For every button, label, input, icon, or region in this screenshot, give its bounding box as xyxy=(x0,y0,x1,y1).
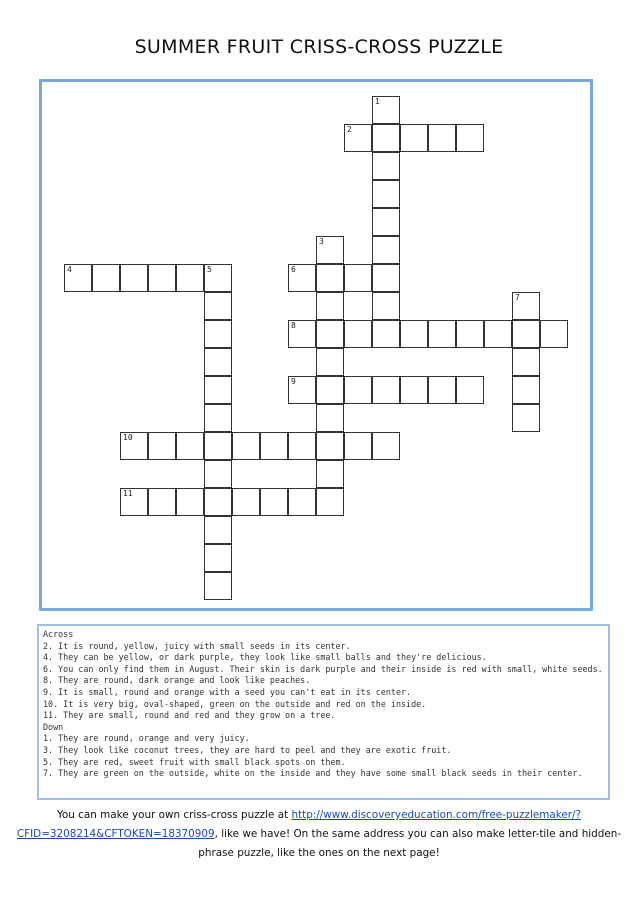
clue-number: 2 xyxy=(347,125,352,134)
clue-number: 9 xyxy=(291,377,296,386)
grid-cell[interactable] xyxy=(344,320,372,348)
across-clue: 11. They are small, round and red and they grow on a tree. xyxy=(43,710,336,721)
grid-cell[interactable] xyxy=(372,124,400,152)
grid-cell[interactable] xyxy=(288,432,316,460)
grid-cell[interactable] xyxy=(288,488,316,516)
grid-cell[interactable] xyxy=(372,376,400,404)
grid-cell[interactable] xyxy=(176,264,204,292)
clue-number: 10 xyxy=(123,433,133,442)
grid-cell[interactable] xyxy=(456,376,484,404)
grid-cell[interactable] xyxy=(512,404,540,432)
grid-cell[interactable] xyxy=(316,236,344,264)
grid-cell[interactable] xyxy=(456,320,484,348)
down-clue: 1. They are round, orange and very juicy. xyxy=(43,733,250,744)
clue-number: 8 xyxy=(291,321,296,330)
grid-cell[interactable] xyxy=(204,488,232,516)
down-clue: 3. They look like coconut trees, they are hard to peel and they are exotic fruit. xyxy=(43,744,452,755)
grid-cell[interactable] xyxy=(400,320,428,348)
grid-cell[interactable] xyxy=(316,348,344,376)
grid-cell[interactable] xyxy=(176,488,204,516)
grid-cell[interactable] xyxy=(372,236,400,264)
grid-cell[interactable] xyxy=(456,124,484,152)
grid-cell[interactable] xyxy=(344,376,372,404)
grid-cell[interactable] xyxy=(316,460,344,488)
grid-cell[interactable] xyxy=(316,264,344,292)
across-heading: Across xyxy=(43,629,74,639)
page-title: SUMMER FRUIT CRISS-CROSS PUZZLE xyxy=(134,36,504,58)
footer-note xyxy=(10,806,628,863)
grid-cell[interactable] xyxy=(372,292,400,320)
grid-cell[interactable] xyxy=(204,404,232,432)
grid-cell[interactable] xyxy=(204,348,232,376)
grid-cell[interactable] xyxy=(372,432,400,460)
grid-cell[interactable] xyxy=(232,488,260,516)
grid-cell[interactable] xyxy=(176,432,204,460)
grid-cell[interactable] xyxy=(204,376,232,404)
clue-number: 3 xyxy=(319,237,324,246)
grid-cell[interactable] xyxy=(148,432,176,460)
grid-cell[interactable] xyxy=(316,488,344,516)
grid-cell[interactable] xyxy=(372,264,400,292)
grid-cell[interactable] xyxy=(344,432,372,460)
across-clue: 4. They can be yellow, or dark purple, they look like small balls and they're delicious. xyxy=(43,652,487,663)
grid-cell[interactable] xyxy=(260,488,288,516)
grid-cell[interactable] xyxy=(316,432,344,460)
grid-cell[interactable] xyxy=(204,460,232,488)
grid-cell[interactable] xyxy=(484,320,512,348)
grid-cell[interactable] xyxy=(148,488,176,516)
clue-number: 5 xyxy=(207,265,212,274)
grid-cell[interactable] xyxy=(288,264,316,292)
grid-cell[interactable] xyxy=(120,432,148,460)
grid-cell[interactable] xyxy=(512,292,540,320)
across-clue: 6. You can only find them in August. Their skin is dark purple and their inside is red with small, white seeds. xyxy=(43,663,603,674)
clue-number: 11 xyxy=(123,489,133,498)
grid-cell[interactable] xyxy=(204,516,232,544)
grid-cell[interactable] xyxy=(344,124,372,152)
grid-cell[interactable] xyxy=(148,264,176,292)
down-clue: 7. They are green on the outside, white on the inside and they have some small black seeds in their center. xyxy=(43,768,583,779)
grid-cell[interactable] xyxy=(288,320,316,348)
down-heading: Down xyxy=(43,721,64,732)
grid-cell[interactable] xyxy=(372,208,400,236)
across-clue: 2. It is round, yellow, juicy with small seeds in its center. xyxy=(43,640,351,651)
grid-cell[interactable] xyxy=(204,572,232,600)
grid-cell[interactable] xyxy=(540,320,568,348)
grid-cell[interactable] xyxy=(372,180,400,208)
clue-number: 4 xyxy=(67,265,72,274)
grid-cell[interactable] xyxy=(288,376,316,404)
grid-cell[interactable] xyxy=(316,376,344,404)
grid-cell[interactable] xyxy=(92,264,120,292)
grid-cell[interactable] xyxy=(64,264,92,292)
grid-cell[interactable] xyxy=(204,544,232,572)
grid-cell[interactable] xyxy=(316,292,344,320)
grid-cell[interactable] xyxy=(316,320,344,348)
down-clue: 5. They are red, sweet fruit with small black spots on them. xyxy=(43,756,346,767)
footer-text-after: , like we have! On the same address you can also make letter-tile and hidden-phrase puzzle, like the ones on the next page! xyxy=(198,828,622,859)
grid-cell[interactable] xyxy=(260,432,288,460)
grid-cell[interactable] xyxy=(204,292,232,320)
grid-cell[interactable] xyxy=(204,320,232,348)
grid-cell[interactable] xyxy=(204,432,232,460)
clue-number: 7 xyxy=(515,293,520,302)
grid-cell[interactable] xyxy=(428,320,456,348)
clues-panel xyxy=(37,624,610,800)
across-clue: 10. It is very big, oval-shaped, green on the outside and red on the inside. xyxy=(43,698,427,709)
grid-cell[interactable] xyxy=(204,264,232,292)
grid-cell[interactable] xyxy=(372,96,400,124)
grid-cell[interactable] xyxy=(316,404,344,432)
clue-number: 6 xyxy=(291,265,296,274)
grid-cell[interactable] xyxy=(372,320,400,348)
puzzlemaker-link[interactable]: http://www.discoveryeducation.com/free-puzzlemaker/?CFID=3208214&CFTOKEN=18370909 xyxy=(16,809,582,840)
grid-cell[interactable] xyxy=(372,152,400,180)
clue-number: 1 xyxy=(375,97,380,106)
grid-cell[interactable] xyxy=(400,376,428,404)
across-clue: 8. They are round, dark orange and look like peaches. xyxy=(43,675,311,686)
crossword-grid xyxy=(39,79,593,611)
footer-text-before: You can make your own criss-cross puzzle at xyxy=(56,809,292,821)
grid-cell[interactable] xyxy=(344,264,372,292)
grid-cell[interactable] xyxy=(232,432,260,460)
grid-cell[interactable] xyxy=(120,264,148,292)
grid-cell[interactable] xyxy=(428,124,456,152)
grid-cell[interactable] xyxy=(120,488,148,516)
grid-cell[interactable] xyxy=(512,320,540,348)
grid-cell[interactable] xyxy=(512,348,540,376)
grid-cell[interactable] xyxy=(428,376,456,404)
grid-cell[interactable] xyxy=(400,124,428,152)
across-clue: 9. It is small, round and orange with a seed you can't eat in its center. xyxy=(43,686,412,697)
grid-cell[interactable] xyxy=(512,376,540,404)
